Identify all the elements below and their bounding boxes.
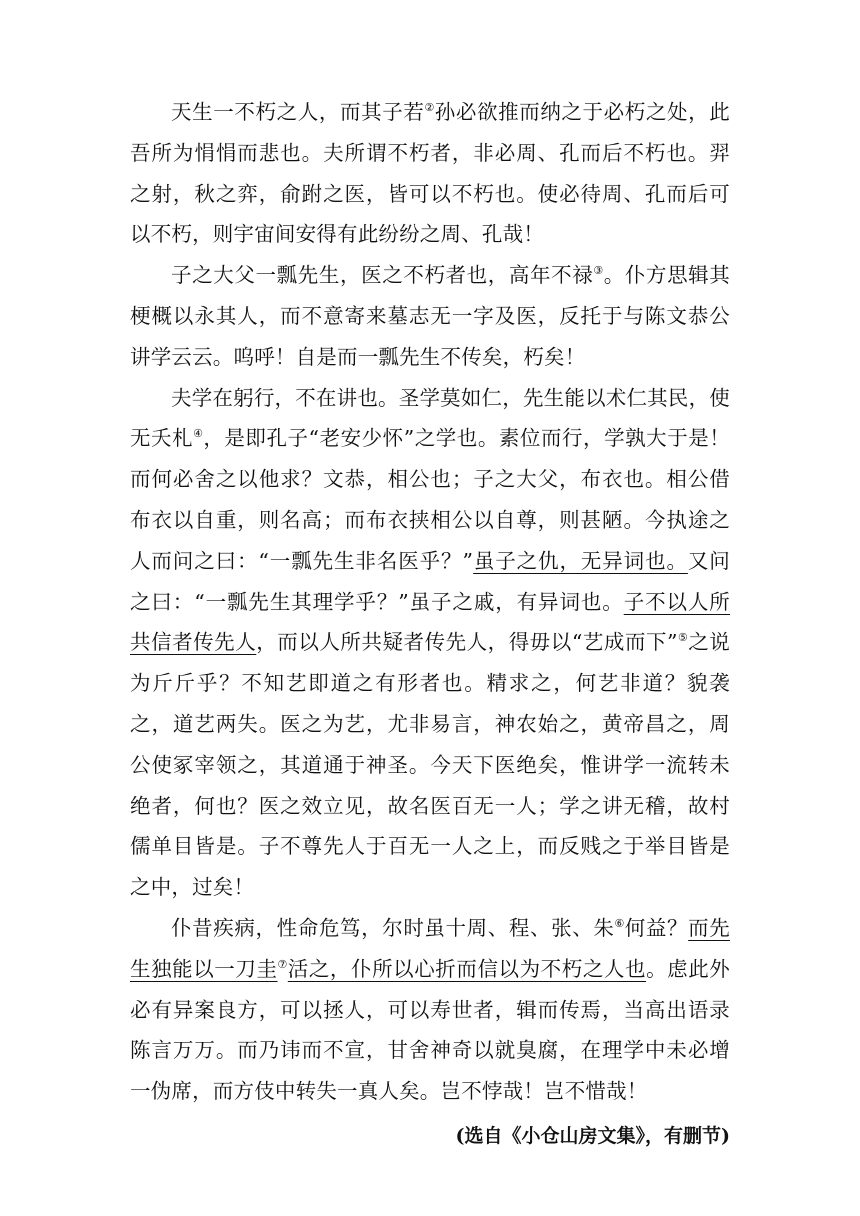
footnote-marker: ⑤ xyxy=(677,631,689,645)
text-segment: 何益？ xyxy=(624,915,689,940)
paragraph-1 xyxy=(130,92,730,255)
paragraph-3 xyxy=(130,378,730,908)
text-segment: 。仆方思辑其梗概以永其人，而不意寄来墓志无一字及医，反托于与陈文恭公讲学云云。呜呼！自是而一瓢先生不传矣，朽矣！ xyxy=(130,263,731,369)
footnote-marker: ⑦ xyxy=(277,957,288,971)
underlined-phrase: 虽子之仇，无异词也。 xyxy=(473,548,688,573)
text-segment: 仆昔疾病，性命危笃，尔时虽十周、程、张、朱 xyxy=(171,915,615,940)
footnote-marker: ② xyxy=(424,101,435,115)
footnote-marker: ③ xyxy=(593,264,604,278)
footnote-marker: ④ xyxy=(193,427,204,441)
text-segment: 又问之曰：“一瓢先生其理学乎？”虽子之戚，有异词也。 xyxy=(130,548,730,614)
source-citation: (选自《小仓山房文集》，有删节) xyxy=(455,1124,730,1147)
text-segment: 。虑此外必有异案良方，可以拯人，可以寿世者，辑而传焉，当高出语录陈言万万。而乃讳而不宣，甘舍神奇以就臭腐，在理学中未必增一伪席，而方伎中转失一真人矣。岂不悖哉！岂不惜哉！ xyxy=(130,956,730,1104)
underlined-phrase: 而先生独能以一刀圭 xyxy=(130,915,730,981)
underlined-phrase: 活之，仆所以心折而信以为不朽之人也 xyxy=(287,956,647,981)
text-segment: 夫学在躬行，不在讲也。圣学莫如仁，先生能以术仁其民，使无夭札 xyxy=(130,385,730,451)
text-segment: ，而以人所共疑者传先人，得毋以“艺成而下” xyxy=(256,630,678,655)
text-segment: 之说为斤斤乎？不知艺即道之有形者也。精求之，何艺非道？貌袭之，道艺两失。医之为艺，尤非易言，神农始之，黄帝昌之，周公使冢宰领之，其道通于神圣。今天下医绝矣，惟讲学一流转未绝者，何也？医之效立见，故名医百无一人；学之讲无稽，故村儒单目皆是。子不尊先人于百无一人之上，而反贱之于举目皆是之中，过矣！ xyxy=(130,630,730,900)
text-segment: 天生一不朽之人，而其子若 xyxy=(171,100,425,124)
text-segment: ，是即孔子“老安少怀”之学也。素位而行，学孰大于是！而何必舍之以他求？文恭，相公也；子之大父，布衣也。相公借布衣以自重，则名高；而布衣挟相公以自尊，则甚陋。今执途之人而问之曰：“一瓢先生非名医乎？” xyxy=(130,426,730,573)
paragraph-4 xyxy=(130,908,730,1112)
paragraph-2 xyxy=(130,255,730,377)
document-page xyxy=(130,92,730,1156)
footnote-marker: ⑥ xyxy=(614,917,625,931)
text-segment: 子之大父一瓢先生，医之不朽者也，高年不禄 xyxy=(171,263,594,288)
article-body xyxy=(130,92,730,1112)
text-segment: 孙必欲推而纳之于必朽之处，此吾所为悁悁而悲也。夫所谓不朽者，非必周、孔而后不朽也。羿之射，秋之弈，俞跗之医，皆可以不朽也。使必待周、孔而后可以不朽，则宇宙间安得有此纷纷之周、孔哉！ xyxy=(130,100,730,247)
underlined-phrase: 子不以人所共信者传先人 xyxy=(130,589,731,655)
